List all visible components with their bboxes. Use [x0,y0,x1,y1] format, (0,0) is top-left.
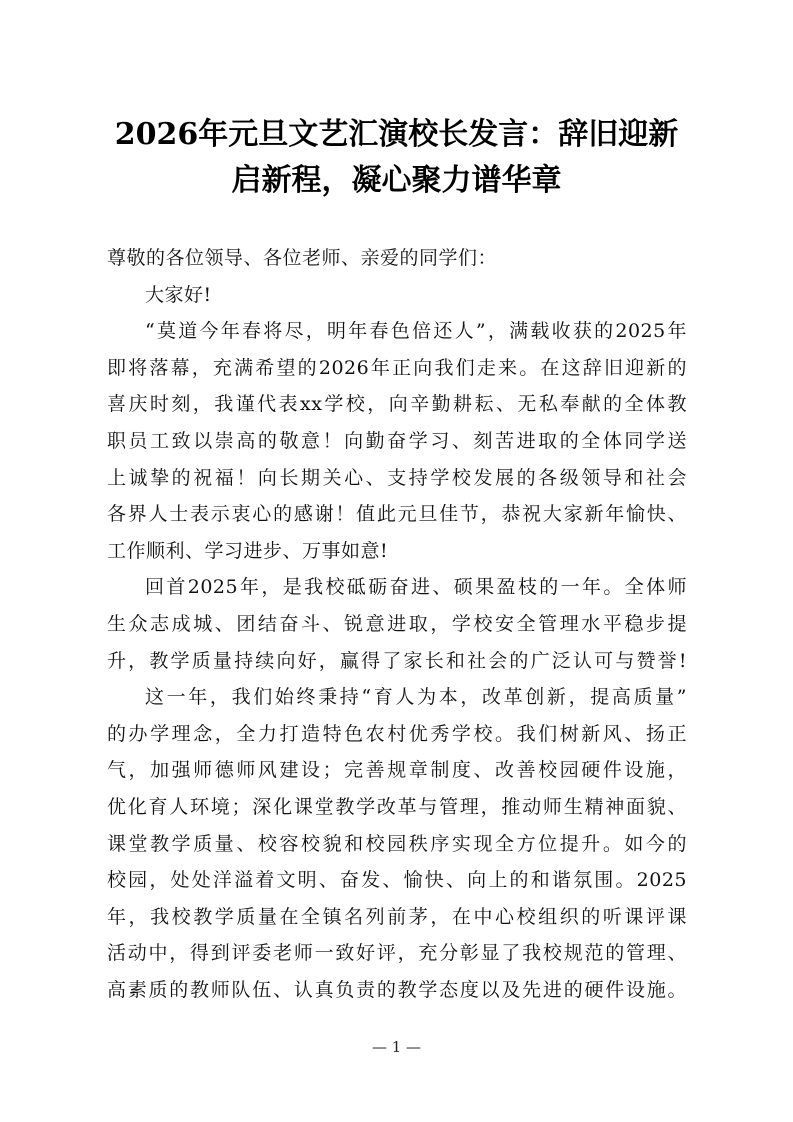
page-number: — 1 — [371,1038,422,1056]
paragraph-line: 校园，处处洋溢着文明、奋发、愉快、向上的和谐氛围。2025 [107,869,687,892]
title-line-2: 启新程，凝心聚力谱华章 [231,163,562,198]
paragraph-line: 升，教学质量持续向好，赢得了家长和社会的广泛认可与赞誉! [107,649,687,672]
paragraph-line: 的办学理念，全力打造特色农村优秀学校。我们树新风、扬正 [107,722,687,745]
paragraph-line: 各界人士表示衷心的感谢！值此元旦佳节，恭祝大家新年愉快、 [107,503,687,526]
paragraph-1 [107,313,687,569]
paragraph-line: 回首2025年，是我校砥砺奋进、硕果盈枝的一年。全体师 [145,576,687,599]
paragraph-line: 高素质的教师队伍、认真负责的教学态度以及先进的硬件设施。 [107,978,687,1001]
paragraph-line: 年，我校教学质量在全镇名列前茅，在中心校组织的听课评课 [107,905,687,928]
paragraph-line: 优化育人环境；深化课堂教学改革与管理，推动师生精神面貌、 [107,795,687,818]
document-body [107,240,687,1008]
paragraph-line: 气，加强师德师风建设；完善规章制度、改善校园硬件设施， [107,759,687,782]
paragraph-line: 这一年，我们始终秉持“育人为本，改革创新，提高质量” [145,686,687,709]
paragraph-line: 活动中，得到评委老师一致好评，充分彰显了我校规范的管理、 [107,942,687,965]
paragraph-line: 生众志成城、团结奋斗、锐意进取，学校安全管理水平稳步提 [107,612,687,635]
paragraph-line: 工作顺利、学习进步、万事如意! [107,539,389,562]
document-title [60,112,733,204]
paragraph-line: 喜庆时刻，我谨代表xx学校，向辛勤耕耘、无私奉献的全体教 [107,393,687,416]
paragraph-line: 课堂教学质量、校容校貌和校园秩序实现全方位提升。如今的 [107,832,687,855]
paragraph-line: 职员工致以崇高的敬意！向勤奋学习、刻苦进取的全体同学送 [107,429,687,452]
paragraph-line: 即将落幕，充满希望的2026年正向我们走来。在这辞旧迎新的 [107,356,687,379]
salutation: 尊敬的各位领导、各位老师、亲爱的同学们： [107,247,498,269]
title-line-1: 2026年元旦文艺汇演校长发言：辞旧迎新 [114,117,679,152]
paragraph-line: “莫道今年春将尽，明年春色倍还人”，满载收获的2025年 [145,320,687,343]
greeting: 大家好! [145,283,212,306]
paragraph-2 [107,569,687,679]
paragraph-line: 上诚挚的祝福！向长期关心、支持学校发展的各级领导和社会 [107,466,687,489]
paragraph-3 [107,679,687,1008]
